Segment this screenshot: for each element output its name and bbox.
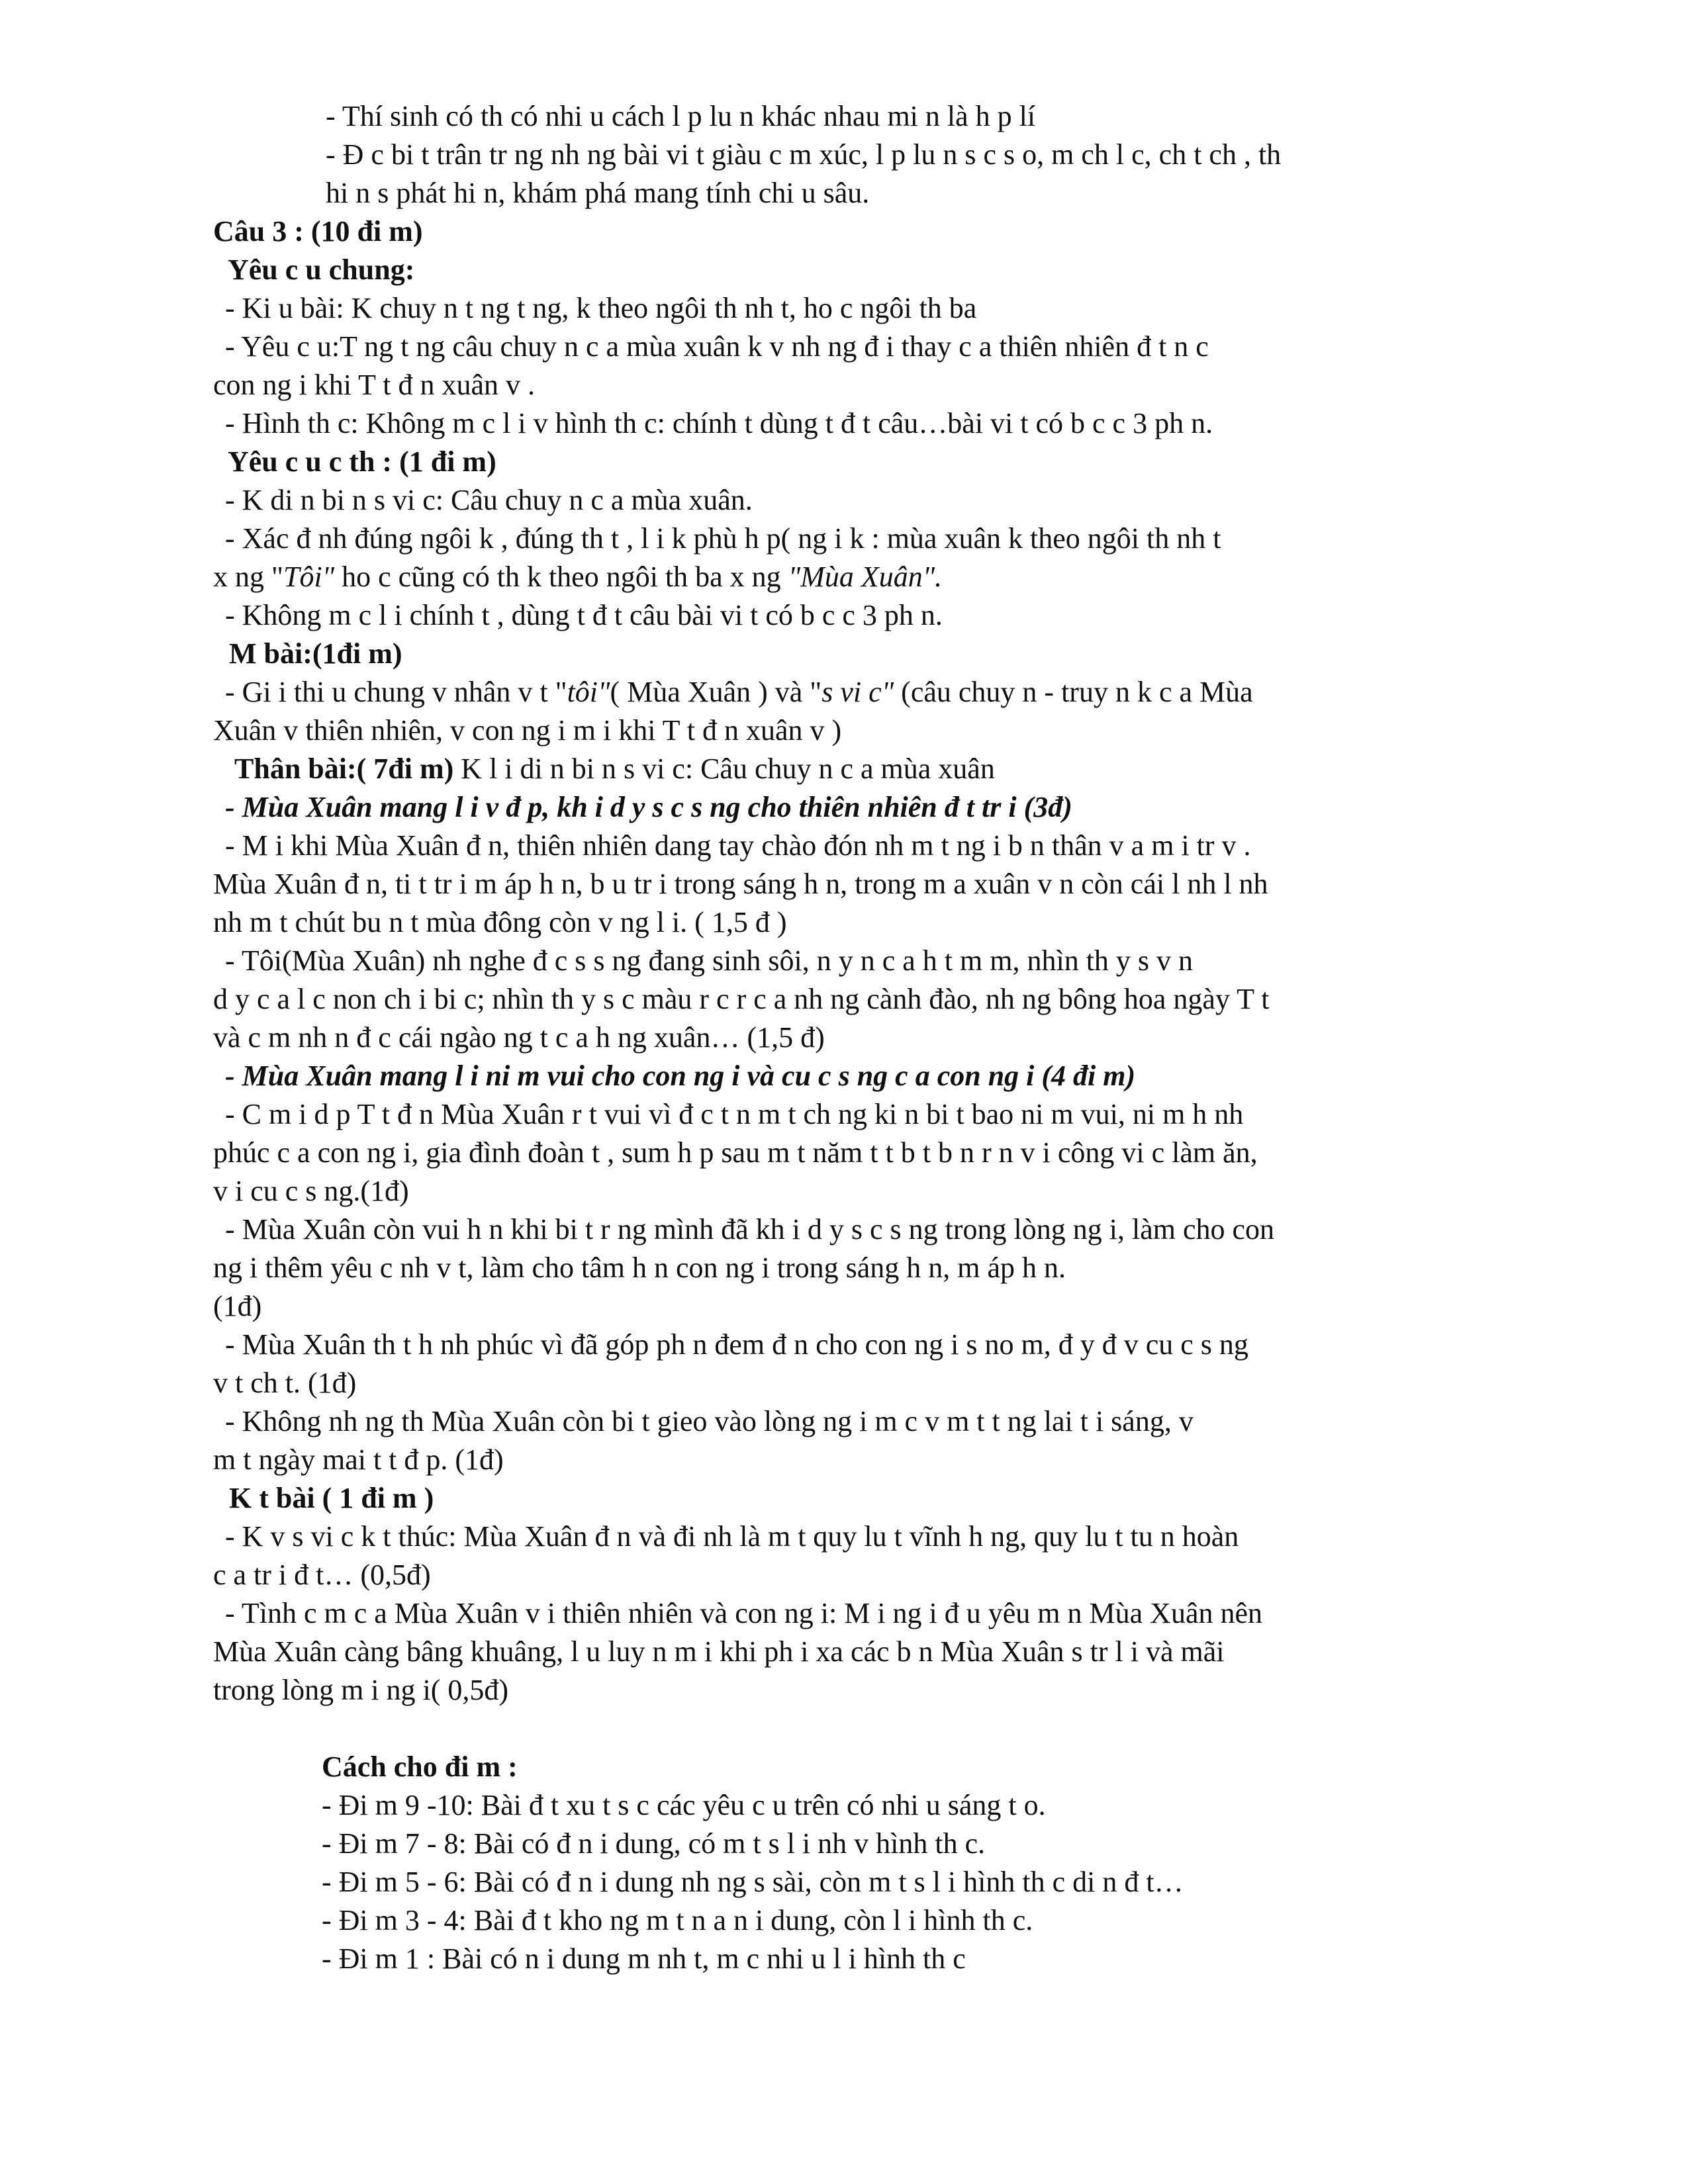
scoring-item: - Đi m 9 -10: Bài đ t xu t s c các yêu c u trên có nhi u sáng t o. <box>322 1789 1046 1821</box>
introduction-line-1-c: ( Mùa Xuân ) và " <box>610 676 822 708</box>
body-part-2-line-9: - Không nh ng th Mùa Xuân còn bi t gieo vào lòng ng i m c v m t t ng lai t i sáng, v <box>225 1405 1194 1437</box>
intro-line-3: hi n s phát hi n, khám phá mang tính chi u sâu. <box>326 177 870 209</box>
conclusion-line-2: c a tr i đ t… (0,5đ) <box>213 1559 431 1591</box>
introduction-line-1-b: tôi" <box>567 676 610 708</box>
body-part-1-line-6: và c m nh n đ c cái ngào ng t c a h ng xuân… (1,5 đ) <box>213 1021 825 1054</box>
body-part-1-line-5: d y c a l c non ch i bi c; nhìn th y s c màu r c r c a nh ng cành đào, nh ng bông hoa ngày T t <box>213 983 1270 1015</box>
general-req-line-4: - Hình th c: Không m c l i v hình th c: chính t dùng t đ t câu…bài vi t có b c c 3 ph n. <box>225 407 1213 439</box>
conclusion-line-4: Mùa Xuân càng bâng khuâng, l u luy n m i khi ph i xa các b n Mùa Xuân s tr l i và mãi <box>213 1635 1225 1668</box>
specific-requirements-heading: Yêu c u c th : (1 đi m) <box>228 445 496 478</box>
introduction-heading: M bài:(1đi m) <box>229 637 402 670</box>
general-req-line-2: - Yêu c u:T ng t ng câu chuy n c a mùa xuân k v nh ng đ i thay c a thiên nhiên đ t n c <box>225 330 1209 363</box>
conclusion-line-1: - K v s vi c k t thúc: Mùa Xuân đ n và đi nh là m t quy lu t vĩnh h ng, quy lu t tu n hoàn <box>225 1520 1239 1553</box>
specific-req-line-3-d: "Mùa Xuân". <box>788 561 943 593</box>
general-requirements-heading: Yêu c u chung: <box>228 253 415 286</box>
specific-req-line-3-a: x ng " <box>213 561 283 593</box>
scoring-heading: Cách cho đi m : <box>322 1751 518 1783</box>
body-part-1-line-2: Mùa Xuân đ n, ti t tr i m áp h n, b u tr i trong sáng h n, trong m a xuân v n còn cái l nh l nh <box>213 868 1268 900</box>
body-part-2-line-8: v t ch t. (1đ) <box>213 1367 357 1399</box>
specific-req-line-1: - K di n bi n s vi c: Câu chuy n c a mùa xuân. <box>225 484 753 516</box>
question-3-heading: Câu 3 : (10 đi m) <box>213 215 423 248</box>
scoring-item: - Đi m 3 - 4: Bài đ t kho ng m t n a n i dung, còn l i hình th c. <box>322 1904 1033 1936</box>
introduction-line-1-d: s vi c" <box>821 676 894 708</box>
body-part-1-line-1: - M i khi Mùa Xuân đ n, thiên nhiên dang tay chào đón nh m t ng i b n thân v a m i tr v . <box>225 829 1251 862</box>
body-part-2-line-10: m t ngày mai t t đ p. (1đ) <box>213 1443 504 1476</box>
body-heading-text: K l i di n bi n s vi c: Câu chuy n c a mùa xuân <box>453 752 995 785</box>
specific-req-line-2: - Xác đ nh đúng ngôi k , đúng th t , l i k phù h p( ng i k : mùa xuân k theo ngôi th nh t <box>225 522 1221 555</box>
scoring-item: - Đi m 1 : Bài có n i dung m nh t, m c nhi u l i hình th c <box>322 1942 966 1975</box>
body-part-2-heading: - Mùa Xuân mang l i ni m vui cho con ng i và cu c s ng c a con ng i (4 đi m) <box>225 1060 1136 1092</box>
body-heading <box>0 751 1688 788</box>
specific-req-line-4: - Không m c l i chính t , dùng t đ t câu bài vi t có b c c 3 ph n. <box>225 599 943 631</box>
introduction-line-2: Xuân v thiên nhiên, v con ng i m i khi T t đ n xuân v ) <box>213 714 842 747</box>
scoring-item: - Đi m 7 - 8: Bài có đ n i dung, có m t s l i nh v hình th c. <box>322 1827 986 1860</box>
body-part-2-line-2: phúc c a con ng i, gia đình đoàn t , sum h p sau m t năm t t b t b n r n v i công vi c làm ăn, <box>213 1136 1258 1169</box>
body-part-2-line-3: v i cu c s ng.(1đ) <box>213 1175 409 1207</box>
introduction-line-1 <box>0 674 1688 711</box>
body-part-2-line-6: (1đ) <box>213 1290 262 1322</box>
intro-line-1: - Thí sinh có th có nhi u cách l p lu n khác nhau mi n là h p lí <box>326 100 1036 132</box>
introduction-line-1-e: (câu chuy n - truy n k c a Mùa <box>894 676 1253 708</box>
body-part-2-line-5: ng i thêm yêu c nh v t, làm cho tâm h n con ng i trong sáng h n, m áp h n. <box>213 1251 1066 1284</box>
conclusion-line-5: trong lòng m i ng i( 0,5đ) <box>213 1674 509 1706</box>
scoring-item: - Đi m 5 - 6: Bài có đ n i dung nh ng s sài, còn m t s l i hình th c di n đ t… <box>322 1866 1184 1898</box>
body-part-2-line-4: - Mùa Xuân còn vui h n khi bi t r ng mình đã kh i d y s c s ng trong lòng ng i, làm cho con <box>225 1213 1275 1246</box>
body-part-1-line-3: nh m t chút bu n t mùa đông còn v ng l i. ( 1,5 đ ) <box>213 906 787 938</box>
intro-line-2: - Đ c bi t trân tr ng nh ng bài vi t giàu c m xúc, l p lu n s c s o, m ch l c, ch t ch , th <box>326 138 1282 171</box>
specific-req-line-3-c: ho c cũng có th k theo ngôi th ba x ng <box>334 561 788 593</box>
specific-req-line-3 <box>0 559 1688 596</box>
body-part-2-line-7: - Mùa Xuân th t h nh phúc vì đã góp ph n đem đ n cho con ng i s no m, đ y đ v cu c s ng <box>225 1328 1248 1361</box>
body-part-1-line-4: - Tôi(Mùa Xuân) nh nghe đ c s s ng đang sinh sôi, n y n c a h t m m, nhìn th y s v n <box>225 944 1194 977</box>
specific-req-line-3-b: Tôi" <box>283 561 335 593</box>
general-req-line-3: con ng i khi T t đ n xuân v . <box>213 369 536 401</box>
body-heading-label: Thân bài:( 7đi m) <box>234 752 454 785</box>
general-req-line-1: - Ki u bài: K chuy n t ng t ng, k theo ngôi th nh t, ho c ngôi th ba <box>225 292 977 324</box>
conclusion-line-3: - Tình c m c a Mùa Xuân v i thiên nhiên và con ng i: M i ng i đ u yêu m n Mùa Xuân nên <box>225 1597 1263 1629</box>
body-part-2-line-1: - C m i d p T t đ n Mùa Xuân r t vui vì đ c t n m t ch ng ki n bi t bao ni m vui, ni m h nh <box>225 1098 1244 1130</box>
conclusion-heading: K t bài ( 1 đi m ) <box>229 1482 434 1514</box>
introduction-line-1-a: - Gi i thi u chung v nhân v t " <box>225 676 567 708</box>
body-part-1-heading: - Mùa Xuân mang l i v đ p, kh i d y s c s ng cho thiên nhiên đ t tr i (3đ) <box>225 791 1072 823</box>
